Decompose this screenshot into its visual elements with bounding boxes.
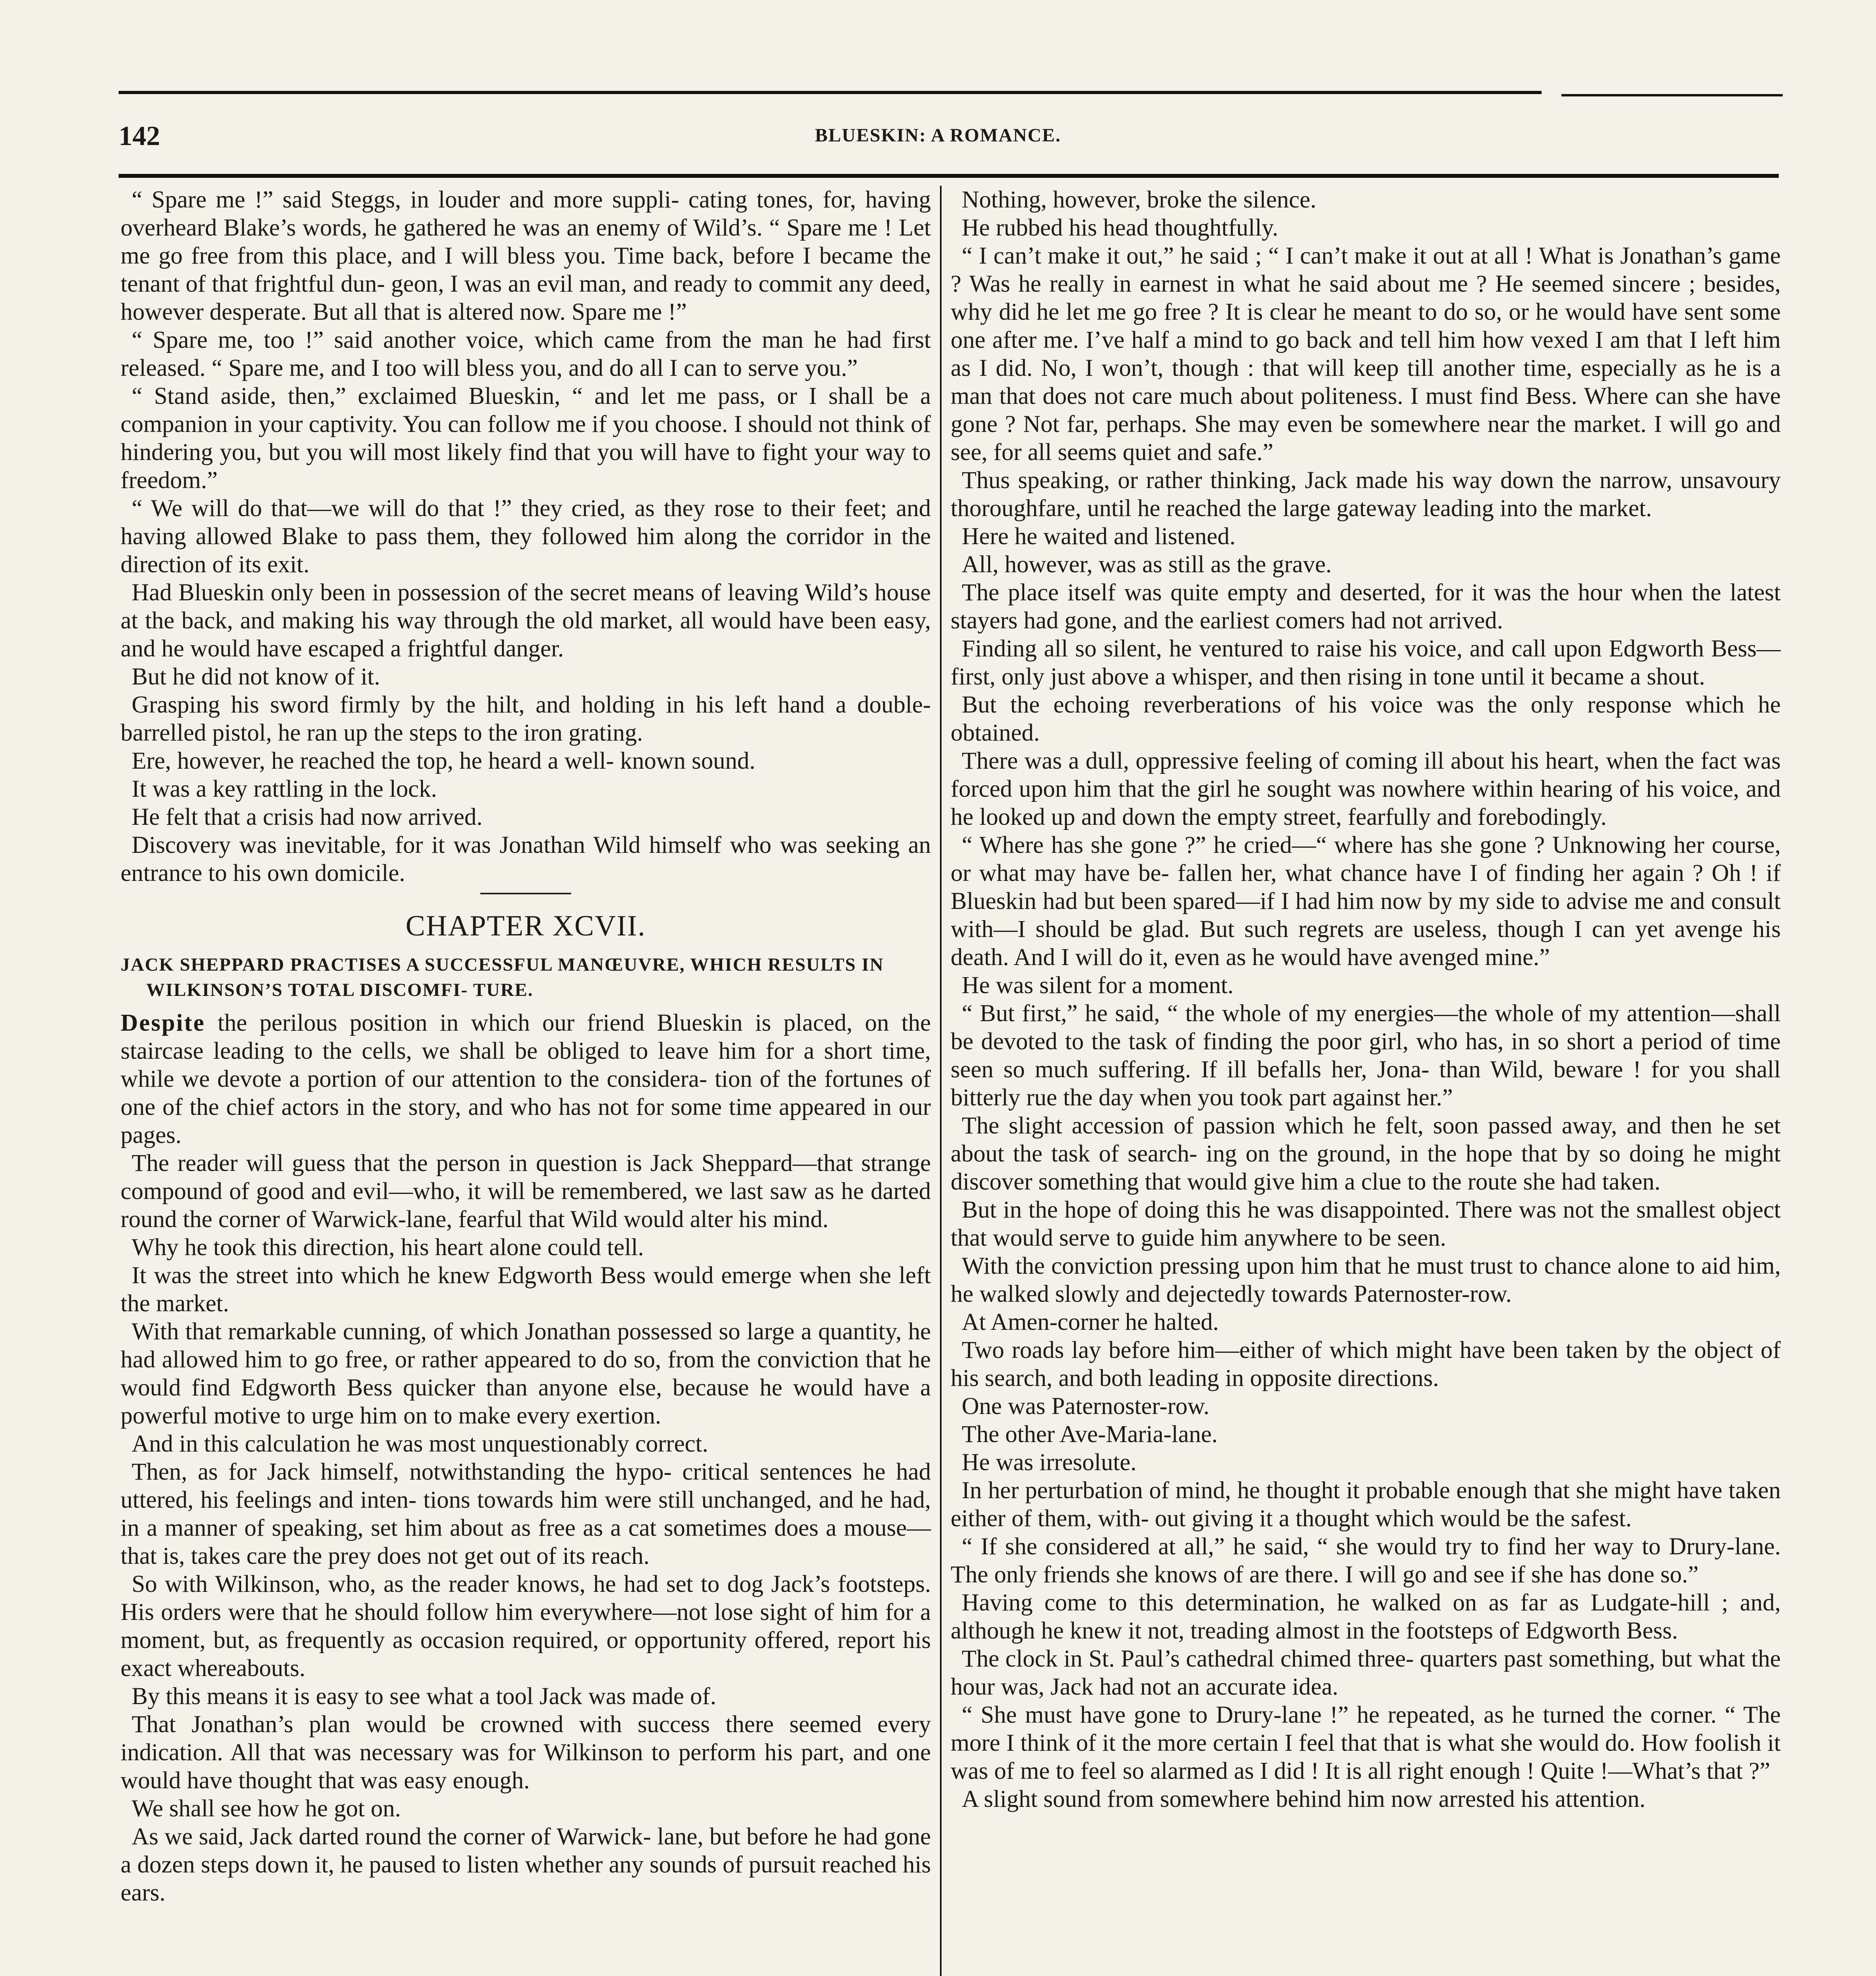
chapter-title: CHAPTER XCVII. [406, 910, 646, 942]
paragraph: “ Stand aside, then,” exclaimed Blueskin, “ and let me pass, or I shall be a companion in your captivity. You can follow me if you choose. I should not think of hindering you, but you will most likely find that you will have to fight your way to freedom.” [121, 383, 931, 494]
paragraph: Thus speaking, or rather thinking, Jack made his way down the narrow, unsavoury thoroughfare, until he reached the large gateway leading into the market. [951, 467, 1781, 522]
running-title: BLUESKIN: A ROMANCE. [815, 125, 1061, 146]
paragraph: In her perturbation of mind, he thought it probable enough that she might have taken either of them, with- out giving it a thought which would be the safest. [951, 1477, 1781, 1532]
paragraph: But the echoing reverberations of his voice was the only response which he obtained. [951, 692, 1781, 746]
paragraph: One was Paternoster-row. [962, 1393, 1210, 1420]
paragraph: But in the hope of doing this he was disappointed. There was not the smallest object that would serve to guide him anywhere to be seen. [951, 1197, 1781, 1251]
paragraph: As we said, Jack darted round the corner of Warwick- lane, but before he had gone a dozen steps down it, he paused to listen whether any sounds of pursuit reached his ears. [121, 1823, 931, 1906]
paragraph: “ She must have gone to Drury-lane !” he repeated, as he turned the corner. “ The more I think of it the more certain I feel that that is what she would do. How foolish it was of me to feel so alarmed as I did ! It is all right enough ! Quite !—What’s that ?” [951, 1702, 1781, 1784]
paragraph: Nothing, however, broke the silence. [962, 187, 1317, 213]
right-paragraphs [951, 186, 1781, 1813]
paragraph: But he did not know of it. [132, 664, 380, 690]
paragraph: Then, as for Jack himself, notwithstanding the hypo- critical sentences he had uttered, his feelings and inten- tions towards him were still unchanged, and he had, in a manner of speaking, set him about as free as a cat sometimes does a mouse—that is, takes care the prey does not get out of its reach. [121, 1459, 931, 1569]
paragraph: Had Blueskin only been in possession of the secret means of leaving Wild’s house at the back, and making his way through the old market, all would have been easy, and he would have escaped a frightful danger. [121, 579, 931, 662]
page-number: 142 [119, 121, 160, 151]
paragraph: There was a dull, oppressive feeling of coming ill about his heart, when the fact was forced upon him that the girl he sought was nowhere within hearing of his voice, and he looked up and down the empty street, fearfully and forebodingly. [951, 748, 1781, 830]
paragraph: The clock in St. Paul’s cathedral chimed three- quarters past something, but what the hour was, Jack had not an accurate idea. [951, 1646, 1781, 1700]
paragraph: He felt that a crisis had now arrived. [132, 804, 483, 830]
section-divider [480, 893, 571, 894]
paragraph: It was a key rattling in the lock. [132, 776, 437, 802]
paragraph: He was irresolute. [962, 1449, 1137, 1476]
paragraph: He rubbed his head thoughtfully. [962, 215, 1278, 241]
top-rule [119, 91, 1542, 94]
paragraph: And in this calculation he was most unquestionably correct. [132, 1431, 708, 1457]
header-rule [119, 174, 1779, 178]
paragraph: “ But first,” he said, “ the whole of my energies—the whole of my attention—shall be devoted to the task of finding the poor girl, who has, in so short a period of time seen so much suffering. If ill befalls her, Jona- than Wild, beware ! for you shall bitterly rue the day when you took part against her.” [951, 1000, 1781, 1111]
paragraph: Discovery was inevitable, for it was Jonathan Wild himself who was seeking an entrance to his own domicile. [121, 832, 931, 886]
paragraph: With that remarkable cunning, of which Jonathan possessed so large a quantity, he had allowed him to go free, or rather appeared to do so, from the conviction that he would find Edgworth Bess quicker than anyone else, because he would have a powerful motive to urge him on to make every exertion. [121, 1318, 931, 1429]
opening-text: the perilous position in which our friend Blueskin is placed, on the staircase leading to the cells, we shall be obliged to leave him for a short time, while we devote a portion of our attention to the considera- tion of the fortunes of one of the chief actors in the story, and who has not for some time appeared in our pages. [121, 1010, 931, 1148]
chapter-summary: JACK SHEPPARD PRACTISES A SUCCESSFUL MANŒUVRE, WHICH RESULTS IN WILKINSON’S TOTAL DISCOMFI- TURE. [121, 954, 884, 1000]
paragraph: Why he took this direction, his heart alone could tell. [132, 1234, 644, 1261]
left-paragraphs-before [121, 186, 931, 887]
paragraph: At Amen-corner he halted. [962, 1309, 1219, 1335]
paragraph: By this means it is easy to see what a tool Jack was made of. [132, 1683, 716, 1710]
top-rule-right [1561, 94, 1783, 96]
paragraph: That Jonathan’s plan would be crowned with success there seemed every indication. All that was necessary was for Wilkinson to perform his part, and one would have thought that was easy enough. [121, 1711, 931, 1794]
paragraph: The place itself was quite empty and deserted, for it was the hour when the latest stayers had gone, and the earliest comers had not arrived. [951, 579, 1781, 634]
paragraph: The slight accession of passion which he felt, soon passed away, and then he set about the task of search- ing on the ground, in the hope that by so doing he might discover something that would give him a clue to the route she had taken. [951, 1112, 1781, 1195]
paragraph: “ Where has she gone ?” he cried—“ where has she gone ? Unknowing her course, or what may have be- fallen her, what chance have I of finding her again ? Oh ! if Blueskin had but been spared—if I had him now by my side to advise me and consult with—I should be glad. But such regrets are useless, though I can yet avenge his death. And I will do it, even as he would have avenged mine.” [951, 832, 1781, 971]
paragraph: “ If she considered at all,” he said, “ she would try to find her way to Drury-lane. The only friends she knows of are there. I will go and see if she has done so.” [951, 1533, 1781, 1588]
paragraph: So with Wilkinson, who, as the reader knows, he had set to dog Jack’s footsteps. His orders were that he should follow him everywhere—not lose sight of him for a moment, but, as frequently as occasion required, or opportunity offered, report his exact whereabouts. [121, 1571, 931, 1682]
left-paragraphs-after [121, 1149, 931, 1907]
paragraph: Ere, however, he reached the top, he heard a well- known sound. [132, 748, 755, 774]
paragraph: Having come to this determination, he walked on as far as Ludgate-hill ; and, although he knew it not, treading almost in the footsteps of Edgworth Bess. [951, 1589, 1781, 1644]
paragraph: “ We will do that—we will do that !” they cried, as they rose to their feet; and having allowed Blake to pass them, they followed him along the corridor in the direction of its exit. [121, 495, 931, 578]
right-column [951, 186, 1781, 1813]
opening-word: Despite [121, 1010, 206, 1036]
paragraph: All, however, was as still as the grave. [962, 551, 1332, 578]
paragraph: Two roads lay before him—either of which might have been taken by the object of his search, and both leading in opposite directions. [951, 1337, 1781, 1391]
left-column [121, 186, 931, 1907]
paragraph: Finding all so silent, he ventured to raise his voice, and call upon Edgworth Bess—first, only just above a whisper, and then rising in tone until it became a shout. [951, 635, 1781, 690]
paragraph: Grasping his sword firmly by the hilt, and holding in his left hand a double-barrelled pistol, he ran up the steps to the iron grating. [121, 692, 931, 746]
paragraph: The other Ave-Maria-lane. [962, 1421, 1218, 1448]
paragraph: The reader will guess that the person in question is Jack Sheppard—that strange compound of good and evil—who, it will be remembered, we last saw as he darted round the corner of Warwick-lane, fearful that Wild would alter his mind. [121, 1150, 931, 1233]
paragraph: We shall see how he got on. [132, 1795, 401, 1822]
opening-paragraph [121, 1009, 931, 1149]
paragraph: With the conviction pressing upon him that he must trust to chance alone to aid him, he walked slowly and dejectedly towards Paternoster-row. [951, 1253, 1781, 1307]
paragraph: “ Spare me !” said Steggs, in louder and more suppli- cating tones, for, having overheard Blake’s words, he gathered he was an enemy of Wild’s. “ Spare me ! Let me go free from this place, and I will bless you. Time back, before I became the tenant of that frightful dun- geon, I was an evil man, and ready to commit any deed, however desperate. But all that is altered now. Spare me !” [121, 187, 931, 325]
paragraph: It was the street into which he knew Edgworth Bess would emerge when she left the market. [121, 1262, 931, 1317]
column-rule [940, 186, 942, 1976]
paragraph: A slight sound from somewhere behind him now arrested his attention. [962, 1786, 1646, 1812]
paragraph: Here he waited and listened. [962, 523, 1236, 550]
paragraph: He was silent for a moment. [962, 972, 1234, 999]
paragraph: “ I can’t make it out,” he said ; “ I can’t make it out at all ! What is Jonathan’s game ? Was he really in earnest in what he said about me ? He seemed sincere ; besides, why did he let me go free ? It is clear he meant to do so, or he would have sent some one after me. I’ve half a mind to go back and tell him how vexed I am that I left him as I did. No, I won’t, though : that will keep till another time, especially as he is a man that does not care much about politeness. I must find Bess. Where can she have gone ? Not far, perhaps. She may even be somewhere near the market. I will go and see, for all seems quiet and safe.” [951, 243, 1781, 466]
paragraph: “ Spare me, too !” said another voice, which came from the man he had first released. “ Spare me, and I too will bless you, and do all I can to serve you.” [121, 327, 931, 381]
